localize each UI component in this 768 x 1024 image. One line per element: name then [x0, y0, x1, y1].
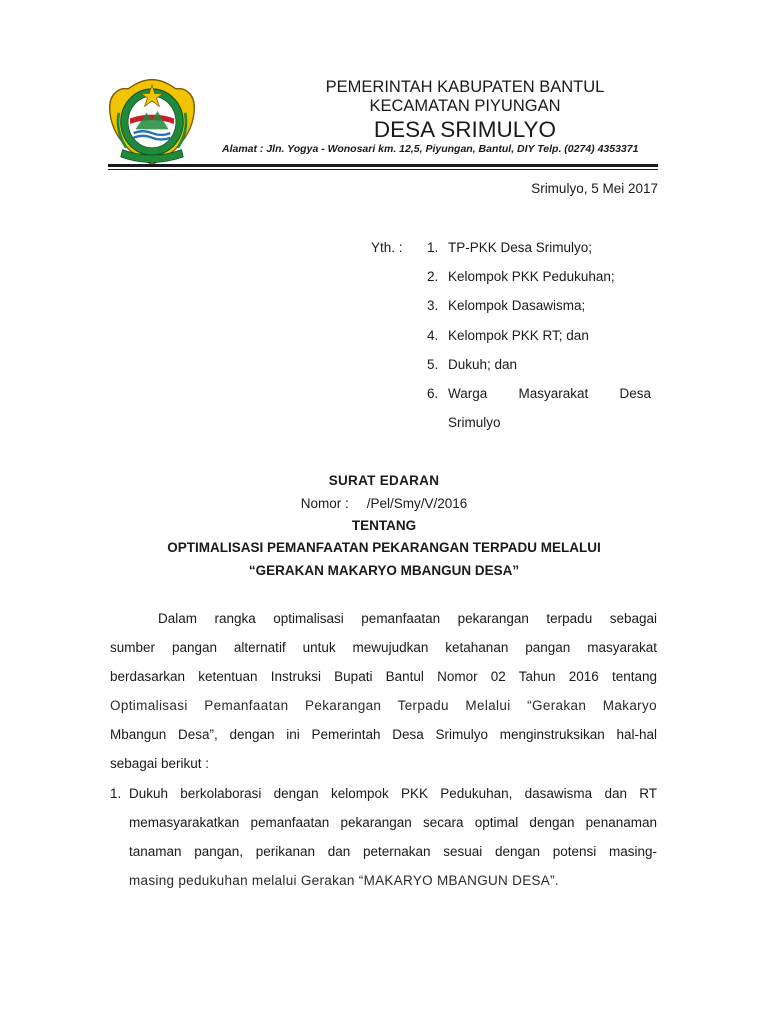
recipient-word: Masyarakat [518, 385, 589, 401]
instruction-line: masing pedukuhan melalui Gerakan “MAKARYO MBANGUN DESA”. [129, 873, 559, 888]
document-subject-line-1: OPTIMALISASI PEMANFAATAN PEKARANGAN TERPADU MELALUI [167, 540, 601, 555]
body-line: sumber pangan alternatif untuk mewujudkan ketahanan pangan masyarakat [110, 640, 657, 655]
letter-date: Srimulyo, 5 Mei 2017 [531, 181, 658, 196]
recipient-text: Kelompok Dasawisma; [448, 298, 586, 314]
instruction-line: tanaman pangan, perikanan dan peternakan sesuai dengan potensi masing- [129, 844, 657, 859]
recipient-word: Warga [448, 385, 488, 401]
instruction-line: Dukuh berkolaborasi dengan kelompok PKK Pedukuhan, dasawisma dan RT [129, 786, 657, 801]
recipient-item-continuation [427, 415, 651, 444]
recipient-text: Kelompok PKK RT; dan [448, 327, 589, 343]
document-about: TENTANG [351, 518, 417, 533]
body-line: Optimalisasi Pemanfaatan Pekarangan Terpadu Melalui “Gerakan Makaryo [110, 698, 657, 713]
instruction-line: memasyarakatkan pemanfaatan pekarangan secara optimal dengan penanaman [129, 815, 657, 830]
letterhead-divider-thick [108, 164, 658, 167]
recipient-item [427, 328, 651, 357]
recipient-text: Dukuh; dan [448, 356, 518, 372]
recipient-item [427, 357, 651, 386]
document-heading: SURAT EDARAN [328, 473, 440, 488]
letterhead-divider-thin [108, 169, 658, 170]
recipient-label: Yth. : [371, 240, 403, 255]
recipient-text: TP-PKK Desa Srimulyo; [448, 240, 593, 255]
body-line: Dalam rangka optimalisasi pemanfaatan pekarangan terpadu sebagai [158, 611, 657, 626]
district-name: KECAMATAN PIYUNGAN [369, 97, 561, 115]
village-name: DESA SRIMULYO [373, 117, 557, 142]
recipient-number: 3. [427, 298, 439, 314]
recipient-number: 1. [427, 240, 439, 255]
recipient-item [427, 269, 651, 298]
recipient-text: Kelompok PKK Pedukuhan; [448, 269, 615, 285]
bantul-regency-emblem-icon [106, 76, 198, 168]
address-line: Alamat : Jln. Yogya - Wonosari km. 12,5, Piyungan, Bantul, DIY Telp. (0274) 4353371 [222, 143, 639, 155]
number-value: /Pel/Smy/V/2016 [366, 496, 468, 511]
document-subject-line-2: “GERAKAN MAKARYO MBANGUN DESA” [248, 563, 520, 578]
recipient-number: 4. [427, 327, 439, 343]
recipient-item [427, 386, 651, 415]
body-line: Mbangun Desa”, dengan ini Pemerintah Desa Srimulyo menginstruksikan hal-hal [110, 727, 657, 742]
recipient-list [427, 240, 651, 444]
recipient-text: Srimulyo [448, 415, 501, 431]
number-label: Nomor : [300, 496, 349, 511]
recipient-word: Desa [619, 385, 651, 401]
government-name: PEMERINTAH KABUPATEN BANTUL [325, 78, 605, 96]
instruction-number: 1. [110, 786, 122, 801]
document-number [0, 496, 768, 511]
recipient-number: 5. [427, 356, 439, 372]
recipient-number: 2. [427, 269, 439, 285]
recipient-item [427, 240, 651, 269]
recipient-number: 6. [427, 385, 439, 401]
recipient-text [448, 386, 651, 401]
body-line: berdasarkan ketentuan Instruksi Bupati Bantul Nomor 02 Tahun 2016 tentang [110, 669, 657, 684]
recipient-item [427, 298, 651, 327]
body-line: sebagai berikut : [110, 756, 210, 771]
